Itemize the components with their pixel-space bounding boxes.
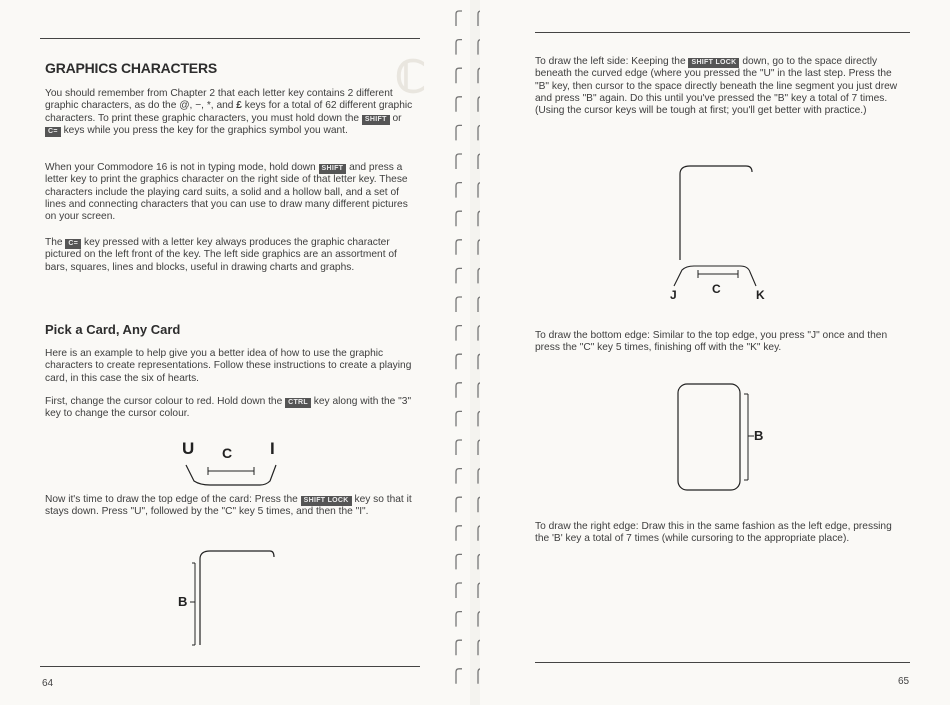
binding-ring-left: [456, 497, 462, 512]
label-b: B: [178, 594, 188, 609]
binding-ring-left: [456, 40, 462, 55]
page-number: 64: [42, 678, 54, 689]
binding-ring-left: [456, 469, 462, 484]
label-j: J: [670, 288, 677, 302]
left-side-lines: [170, 545, 290, 650]
binding-ring-left: [456, 354, 462, 369]
binding-ring-left: [456, 11, 462, 26]
section-title: GRAPHICS CHARACTERS: [45, 60, 217, 76]
binding-ring-left: [456, 526, 462, 541]
label-c: C: [222, 445, 233, 461]
commodore-key-badge: C=: [65, 239, 81, 249]
intro-paragraph: You should remember from Chapter 2 that each letter key contains 2 different graphic characters, as do the @, −, *, and £ keys for a total of 62 different graphic characters. To print these graphic characters, you must hold down the SHIFT or C= keys while you press the key for the graphics symbol you want.: [45, 88, 413, 136]
bottom-rule: [535, 662, 910, 663]
card-outline-complete: [670, 380, 780, 495]
binding-ring-left: [456, 669, 462, 684]
paragraph-cursor-colour: First, change the cursor colour to red. Hold down the CTRL key along with the "3" key to change the cursor colour.: [45, 396, 412, 420]
shift-lock-key-badge: SHIFT LOCK: [301, 496, 352, 506]
right-side-diagram: [670, 380, 780, 495]
binding-ring-left: [456, 326, 462, 341]
top-rule: [535, 32, 910, 33]
binding-ring-left: [456, 154, 462, 169]
label-k: K: [756, 288, 765, 302]
bottom-edge-diagram: [660, 160, 770, 305]
binding-ring-left: [456, 297, 462, 312]
binding-ring-left: [456, 554, 462, 569]
binding-ring-left: [456, 411, 462, 426]
paragraph-bottom-edge: To draw the bottom edge: Similar to the top edge, you press "J" once and then press the "C" key 5 times, finishing off with the "K" key.: [535, 330, 888, 354]
top-edge-lines: [170, 435, 290, 495]
commodore-key-badge: C=: [45, 127, 61, 137]
ghost-bleed-through: ℂ: [395, 53, 426, 102]
label-u: U: [182, 439, 195, 458]
binding-ring-left: [456, 97, 462, 112]
binding-ring-left: [456, 68, 462, 83]
left-page: [0, 0, 470, 705]
shift-key-badge: SHIFT: [319, 164, 347, 174]
binding-ring-left: [456, 383, 462, 398]
top-rule: [40, 38, 420, 39]
binding-ring-left: [456, 211, 462, 226]
paragraph-commodore-key: The C= key pressed with a letter key always produces the graphic character pictured on the left front of the key. The left side graphics are an assortment of bars, squares, lines and blocks, useful in drawing charts and graphs.: [45, 237, 397, 273]
label-i: I: [270, 439, 275, 458]
binding-ring-left: [456, 440, 462, 455]
binding-ring-left: [456, 583, 462, 598]
shift-key-badge: SHIFT: [362, 115, 390, 125]
label-c: C: [712, 282, 721, 296]
pound-symbol: £: [236, 100, 242, 112]
binding-ring-left: [456, 640, 462, 655]
paragraph-shift-mode: When your Commodore 16 is not in typing mode, hold down SHIFT and press a letter key to print the graphics character on the right side of that letter key. These characters include the playing card suits, a solid and a hollow ball, and a set of lines and connecting characters that you can use to draw many different pictures on your screen.: [45, 162, 408, 223]
binding-ring-left: [456, 125, 462, 140]
binding-ring-left: [456, 240, 462, 255]
subheading: Pick a Card, Any Card: [45, 322, 181, 337]
paragraph-example: Here is an example to help give you a better idea of how to use the graphic characters to create representations. Follow these instructions to create a playing card, in this case the six of hearts.: [45, 348, 412, 384]
page-number: 65: [898, 676, 910, 687]
paragraph-right-edge: To draw the right edge: Draw this in the same fashion as the left edge, pressing the 'B' key a total of 7 times (while cursoring to the appropriate place).: [535, 521, 892, 545]
left-side-diagram: [170, 545, 290, 650]
ctrl-key-badge: CTRL: [285, 398, 311, 408]
right-page: [480, 0, 950, 705]
top-edge-diagram: [170, 435, 290, 495]
bottom-rule: [40, 666, 420, 667]
binding-ring-left: [456, 612, 462, 627]
paragraph-top-edge: Now it's time to draw the top edge of the card: Press the SHIFT LOCK key so that it stays down. Press "U", followed by the "C" key 5 times, and then the "I".: [45, 494, 412, 518]
paragraph-left-side: To draw the left side: Keeping the SHIFT LOCK down, go to the space directly beneath the curved edge (where you pressed the "U" in the last step. Press the "B" key, then cursor to the space directly beneath the line segment you just drew and press "B" again. Do this until you've pressed the "B" key a total of 7 times. (Using the cursor keys will be tough at first; you'll get better with practice.): [535, 56, 898, 117]
binding-ring-left: [456, 183, 462, 198]
binding-ring-left: [456, 268, 462, 283]
label-b: B: [754, 428, 764, 443]
shift-lock-key-badge: SHIFT LOCK: [688, 58, 739, 68]
